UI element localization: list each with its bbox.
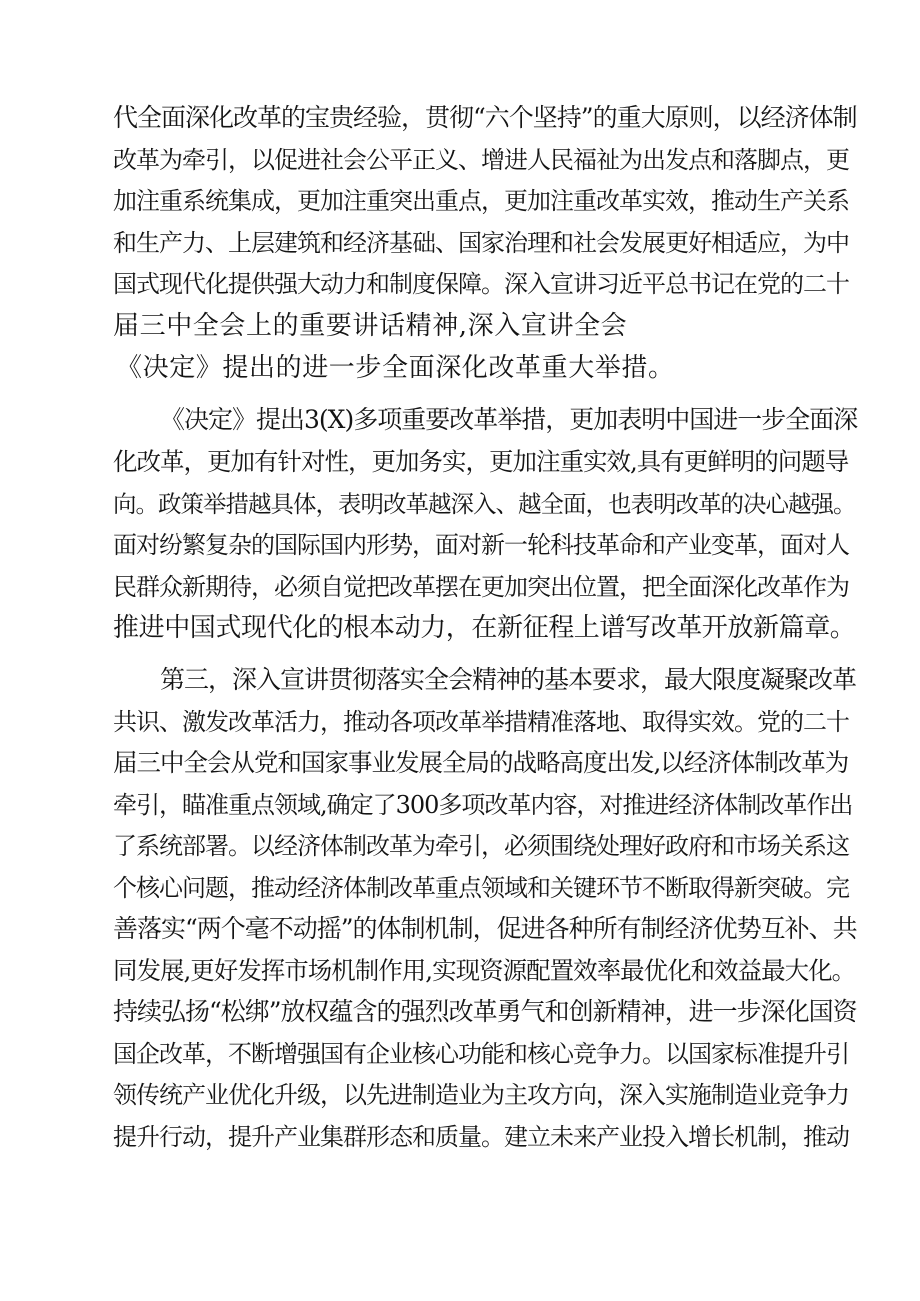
text-line: 和生产力、上层建筑和经济基础、国家治理和社会发展更好相适应，为中 <box>113 229 849 257</box>
text-line: 共识、激发改革活力，推动各项改革举措精准落地、取得实效。党的二十 <box>113 708 849 736</box>
text-line: 面对纷繁复杂的国际国内形势，面对新一轮科技革命和产业变革，面对人 <box>113 531 849 559</box>
text-line: 善落实“两个毫不动摇”的体制机制，促进各种所有制经济优势互补、共 <box>113 914 857 943</box>
text-line: 个核心问题，推动经济体制改革重点领域和关键环节不断取得新突破。完 <box>113 874 849 902</box>
text-line: 了系统部署。以经济体制改革为牵引，必须围绕处理好政府和市场关系这 <box>113 832 849 860</box>
text-line: 国式现代化提供强大动力和制度保障。深入宣讲习近平总书记在党的二十 <box>113 270 849 298</box>
text-line: 《决定》提出的进一步全面深化改革重大举措。 <box>116 353 675 383</box>
text-line: 改革为牵引，以促进社会公平正义、增进人民福祉为出发点和落脚点，更 <box>113 146 849 174</box>
text-line: 牵引，瞄准重点领域,确定了300多项改革内容，对推进经济体制改革作出 <box>113 791 853 819</box>
text-line: 国企改革，不断增强国有企业核心功能和核心竞争力。以国家标准提升引 <box>113 1040 849 1068</box>
text-line: 届三中全会上的重要讲话精神,深入宣讲全会 <box>113 311 628 341</box>
text-line: 同发展,更好发挥市场机制作用,实现资源配置效率最优化和效益最大化。 <box>113 956 856 985</box>
text-line: 民群众新期待，必须自觉把改革摆在更加突出位置，把全面深化改革作为 <box>113 573 849 601</box>
text-line: 化改革，更加有针对性，更加务实，更加注重实效,具有更鲜明的问题导 <box>113 447 849 476</box>
text-line: 持续弘扬“松绑”放权蕴含的强烈改革勇气和创新精神，进一步深化国资 <box>113 997 857 1026</box>
text-line: 届三中全会从党和国家事业发展全局的战略高度出发,以经济体制改革为 <box>113 748 849 777</box>
text-line: 第三，深入宣讲贯彻落实全会精神的基本要求，最大限度凝聚改革 <box>160 665 857 694</box>
text-line: 提升行动，提升产业集群形态和质量。建立未来产业投入增长机制，推动 <box>113 1123 849 1151</box>
text-line: 代全面深化改革的宝贵经验，贯彻“六个坚持”的重大原则，以经济体制 <box>113 103 857 132</box>
text-line: 向。政策举措越具体，表明改革越深入、越全面，也表明改革的决心越强。 <box>113 490 856 518</box>
text-line: 推进中国式现代化的根本动力，在新征程上谱写改革开放新篇章。 <box>113 613 856 643</box>
text-line: 加注重系统集成，更加注重突出重点，更加注重改革实效，推动生产关系 <box>113 187 849 215</box>
text-line: 《决定》提出3(X)多项重要改革举措，更加表明中国进一步全面深 <box>160 405 858 434</box>
text-line: 领传统产业优化升级，以先进制造业为主攻方向，深入实施制造业竞争力 <box>113 1081 849 1109</box>
